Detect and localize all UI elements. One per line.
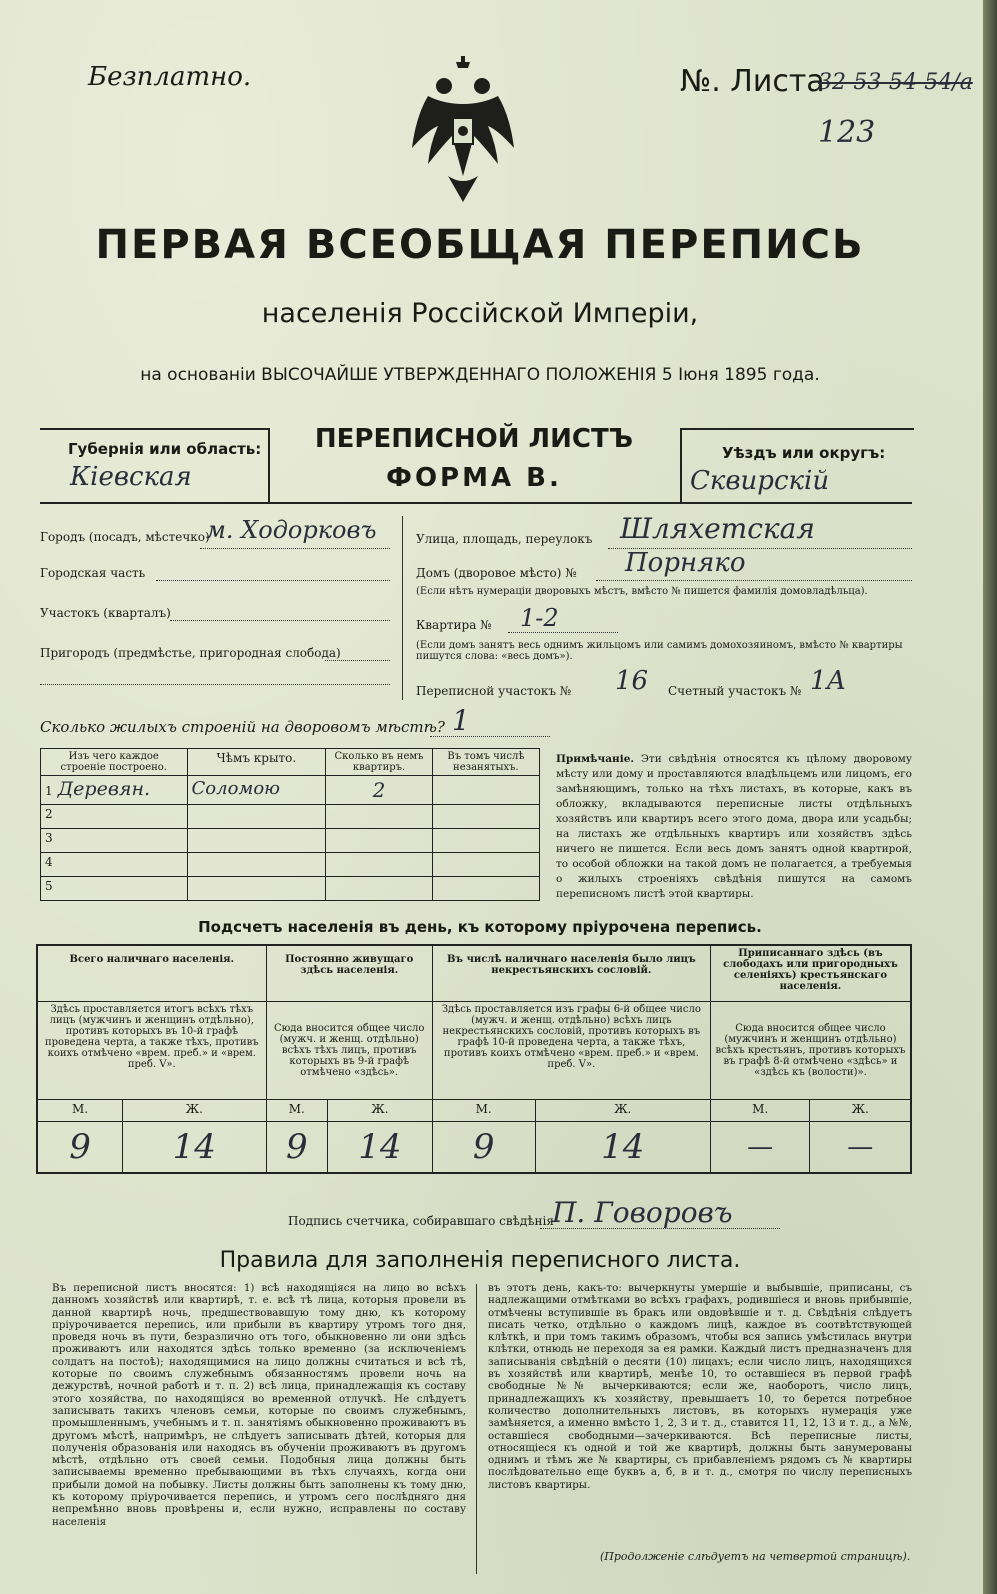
census-basis: на основаніи ВЫСОЧАЙШЕ УТВЕРЖДЕННАГО ПОЛОЖЕНІЯ 5 Іюня 1895 года. <box>140 365 820 385</box>
flats-value: 2 <box>326 776 433 805</box>
count-area-label: Счетный участокъ № <box>668 684 802 698</box>
suburb-line <box>325 660 390 661</box>
row-number: 1 <box>45 784 53 798</box>
male-label: М. <box>432 1099 535 1121</box>
male-count: 9 <box>432 1121 535 1173</box>
buildings-header: Въ томъ числѣ незанятыхъ. <box>432 749 539 776</box>
census-area-label: Переписной участокъ № <box>416 684 572 698</box>
count-col-head: Приписаннаго здѣсь (въ слободахъ или пригородныхъ селеніяхъ) крестьянскаго населенія. <box>710 945 911 1001</box>
flat-note: (Если домъ занятъ весь однимъ жильцомъ или самимъ домохозяиномъ, вмѣсто № квартиры пишутся слова: «весь домъ»). <box>416 640 903 662</box>
male-count: 9 <box>37 1121 123 1173</box>
count-col-head: Всего наличнаго населенія. <box>37 945 266 1001</box>
scan-edge <box>983 0 997 1594</box>
gubernia-label: Губернія или область: <box>68 440 262 458</box>
male-label: М. <box>266 1099 327 1121</box>
census-subtitle: населенія Россійской Имперіи, <box>261 298 699 329</box>
buildings-table <box>40 748 540 901</box>
sheet-number-handwritten: 123 <box>818 115 876 150</box>
row-number: 2 <box>41 805 188 829</box>
free-label: Безплатно. <box>88 62 252 92</box>
count-col-head: Въ числѣ наличнаго населенія было лицъ некрестьянскихъ сословій. <box>432 945 710 1001</box>
uezd-value: Сквирскій <box>690 466 830 496</box>
count-col-desc: Сюда вносится общее число (мужчинъ и женщинъ отдѣльно) всѣхъ крестьянъ, противъ которыхъ въ графѣ 8-й отмѣчено «здѣсь» и «здѣсь къ (волости)». <box>710 1001 911 1099</box>
count-col-head: Постоянно живущаго здѣсь населенія. <box>266 945 432 1001</box>
rules-left-column: Въ переписной листъ вносятся: 1) всѣ находящіяся на лицо во всѣхъ данномъ хозяйствѣ или квартирѣ, т. е. всѣ тѣ лица, которыя провели въ данной квартирѣ ночь, предшествовавшую тому дню, къ которому пріурочивается перепись, или прибыли въ квартиру утромъ того дня, проведя ночь въ пути, безразлично отъ того, обыкновенно ли они здѣсь проживаютъ или находятся здѣсь только временно (за исключеніемъ солдатъ на постоѣ); находящимися на лицо должны считаться и всѣ тѣ, которые по своимъ служебнымъ обязанностямъ провели ночь на дежурствѣ, ночной работѣ и т. п. 2) всѣ лица, принадлежащія къ составу этого хозяйства, по находящіяся во временной отлучкѣ. Не слѣдуетъ записывать такихъ членовъ семьи, которые по своимъ служебнымъ, промышленнымъ, учебнымъ и т. п. занятіямъ обыкновенно проживаютъ въ другомъ мѣстѣ, напримѣръ, не слѣдуетъ записывать дѣтей, которыя для полученія образованія или находясь въ обученіи проживаютъ въ другомъ мѣстѣ, отдѣльно отъ своей семьи. Подобныя лица должны быть записываемы временно пребывающими въ тѣхъ случаяхъ, когда они прибыли домой на побывку. Листы должны быть заполнены къ тому дню, къ которому пріурочивается перепись, и утромъ сего послѣдняго дня непремѣнно вновь провѣрены и, если нужно, исправлены по составу населенія <box>52 1282 466 1528</box>
male-label: М. <box>710 1099 810 1121</box>
male-count: 9 <box>266 1121 327 1173</box>
roof-value: Соломою <box>187 776 326 805</box>
count-col-desc: Здѣсь проставляется итогъ всѣхъ тѣхъ лицъ (мужчинъ и женщинъ отдѣльно), противъ которыхъ въ 10-й графѣ проведена черта, а также тѣхъ, противъ коихъ отмѣчено «врем. преб.» и «врем. преб. V». <box>37 1001 266 1099</box>
suburb-label: Пригородъ (предмѣстье, пригородная слобода) <box>40 646 341 660</box>
signature-line <box>540 1228 780 1229</box>
table-row <box>41 877 540 901</box>
row-number: 3 <box>41 829 188 853</box>
male-count: — <box>710 1121 810 1173</box>
note-title: Примѣчаніе. <box>556 753 635 765</box>
city-part-line <box>156 580 390 581</box>
street-label: Улица, площадь, переулокъ <box>416 532 593 546</box>
suburb-line-2 <box>40 684 390 685</box>
house-value: Порняко <box>625 548 746 578</box>
city-value: м. Ходорковъ <box>206 516 377 544</box>
flat-value: 1-2 <box>520 604 559 632</box>
female-count: 14 <box>123 1121 267 1173</box>
buildings-question: Сколько жилыхъ строеній на дворовомъ мѣстѣ? <box>40 718 445 736</box>
table-row <box>41 805 540 829</box>
count-title: Подсчетъ населенія въ день, къ которому пріурочена перепись. <box>198 918 762 936</box>
form-sheet-title: ПЕРЕПИСНОЙ ЛИСТЪ <box>314 424 634 454</box>
buildings-header: Изъ чего каждое строеніе построено. <box>41 749 188 776</box>
buildings-header: Сколько въ немъ квартиръ. <box>326 749 433 776</box>
count-col-desc: Сюда вносится общее число (мужч. и женщ. отдѣльно) всѣхъ тѣхъ лицъ, противъ которыхъ въ 9-й графѣ отмѣчено «здѣсь». <box>266 1001 432 1099</box>
house-label: Домъ (дворовое мѣсто) № <box>416 566 577 580</box>
empty-value <box>432 776 539 805</box>
district-line <box>170 620 390 621</box>
female-label: Ж. <box>123 1099 267 1121</box>
count-area-value: 1А <box>810 666 847 696</box>
table-row <box>41 776 540 805</box>
count-col-desc: Здѣсь проставляется изъ графы 6-й общее число (мужч. и женщ. отдѣльно) всѣхъ лицъ некрестьянскихъ сословій, противъ которыхъ въ графѣ 10-й проведена черта, а также тѣхъ, противъ коихъ отмѣчено «врем. преб.» и «врем. преб. V». <box>432 1001 710 1099</box>
house-note: (Если нѣтъ нумераціи дворовыхъ мѣстъ, вмѣсто № пишется фамилія домовладѣльца). <box>416 586 868 597</box>
female-count: 14 <box>535 1121 710 1173</box>
location-divider <box>402 516 403 700</box>
row-number: 4 <box>41 853 188 877</box>
material-value: Деревян. <box>57 778 151 800</box>
sheet-number-struck: 32-53-54-54/а <box>818 70 973 95</box>
female-label: Ж. <box>328 1099 433 1121</box>
female-label: Ж. <box>810 1099 911 1121</box>
buildings-answer: 1 <box>452 704 470 737</box>
buildings-header: Чѣмъ крыто. <box>187 749 326 776</box>
row-number: 5 <box>41 877 188 901</box>
section-divider <box>40 502 912 504</box>
district-label: Участокъ (кварталъ) <box>40 606 171 620</box>
female-label: Ж. <box>535 1099 710 1121</box>
rules-continued: (Продолженіе слѣдуетъ на четвертой страницѣ). <box>600 1550 911 1563</box>
uezd-label: Уѣздъ или округъ: <box>722 444 886 462</box>
flat-line <box>508 632 618 633</box>
signature-label: Подпись счетчика, собиравшаго свѣдѣнія <box>288 1214 554 1228</box>
rules-right-column: въ этотъ день, какъ-то: вычеркнуты умершіе и выбывшіе, приписаны, съ надлежащими отмѣтками во всѣхъ графахъ, родившіеся и вновь прибывшіе, отмѣчены вступившіе въ бракъ или овдовѣвшіе и т. д. Свѣдѣнія слѣдуетъ писать четко, отдѣльно о каждомъ лицѣ, каждое въ соотвѣтствующей клѣткѣ, и при томъ такимъ образомъ, чтобы вся запись умѣстилась внутри клѣтки, отнюдь не переходя за ея рамки. Каждый листъ предназначенъ для записыванія свѣдѣній о десяти (10) лицахъ; если число лицъ, находящихся въ хозяйствѣ или квартирѣ, менѣе 10, то оставшіеся въ первой графѣ свободные №№ вычеркиваются; если же, наоборотъ, число лицъ, принадлежащихъ къ хозяйству, превышаетъ 10, то берется потребное количество дополнительныхъ листовъ, въ которыхъ нумерація уже замѣняется, а именно вмѣсто 1, 2, 3 и т. д., ставится 11, 12, 13 и т. д., а №№, оставшіеся свободными—зачеркиваются. Всѣ переписные листы, относящіеся къ одной и той же квартирѣ, должны быть занумерованы однимъ и тѣмъ же № квартиры, съ прибавленіемъ рядомъ съ № квартиры послѣдовательно еще буквъ а, б, в и т. д., смотря по числу переписныхъ листовъ квартиры. <box>488 1282 912 1491</box>
street-value: Шляхетская <box>620 512 815 545</box>
city-line <box>200 548 390 549</box>
double-headed-eagle-icon <box>408 56 518 204</box>
signature-value: П. Говоровъ <box>552 1196 733 1229</box>
rules-column-divider <box>476 1284 477 1574</box>
note-text: Эти свѣдѣнія относятся къ цѣлому дворовому мѣсту или дому и проставляются владѣльцемъ или лицомъ, его замѣняющимъ, только на тѣхъ листахъ, въ которые, какъ въ обложку, вкладываются переписные листы отдѣльныхъ хозяйствъ или квартиръ всего этого дома, двора или усадьбы; на листахъ же отдѣльныхъ квартиръ или хозяйствъ здѣсь ничего не пишется. Если весь домъ занятъ одной квартирой, то особой обложки на такой домъ не полагается, а требуемыя о жилыхъ строеніяхъ свѣдѣнія пишутся на самомъ переписномъ листѣ этой квартиры. <box>556 753 912 900</box>
buildings-answer-line <box>430 736 550 737</box>
census-title: ПЕРВАЯ ВСЕОБЩАЯ ПЕРЕПИСЬ <box>95 222 865 268</box>
sheet-number-label: №. Листа <box>680 64 825 99</box>
city-label: Городъ (посадъ, мѣстечко) <box>40 530 210 544</box>
flat-label: Квартира № <box>416 618 492 632</box>
house-line <box>596 580 912 581</box>
buildings-note <box>556 752 912 902</box>
gubernia-value: Кіевская <box>70 462 192 492</box>
table-row <box>41 829 540 853</box>
rules-title: Правила для заполненія переписного листа. <box>219 1248 741 1273</box>
female-count: — <box>810 1121 911 1173</box>
census-area-value: 16 <box>615 666 649 696</box>
male-label: М. <box>37 1099 123 1121</box>
count-table <box>36 944 912 1174</box>
form-name: ФОРМА В. <box>386 463 562 493</box>
female-count: 14 <box>328 1121 433 1173</box>
table-row <box>41 853 540 877</box>
city-part-label: Городская часть <box>40 566 146 580</box>
